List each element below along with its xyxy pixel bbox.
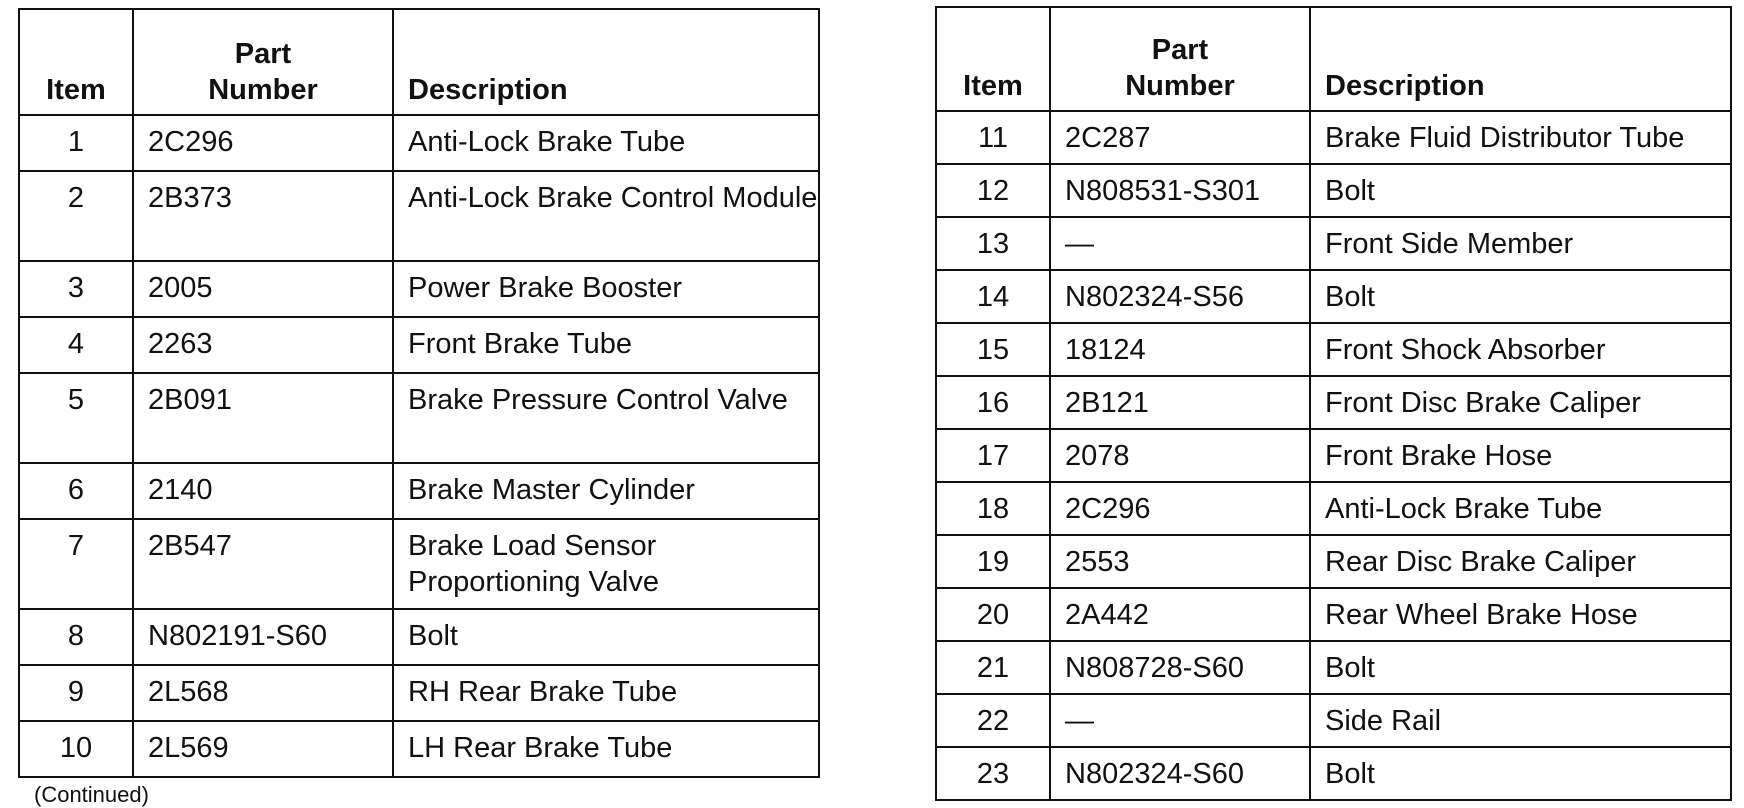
table-row bbox=[19, 373, 819, 463]
table-row bbox=[936, 111, 1731, 164]
table-row bbox=[19, 261, 819, 317]
parts-table-right bbox=[935, 6, 1732, 801]
part-number-cell: 18124 bbox=[1050, 323, 1310, 376]
description-cell: Front Disc Brake Caliper bbox=[1310, 376, 1731, 429]
table-row bbox=[19, 463, 819, 519]
description-cell: Bolt bbox=[1310, 270, 1731, 323]
item-cell: 12 bbox=[936, 164, 1050, 217]
item-cell: 5 bbox=[19, 373, 133, 463]
description-cell: Anti-Lock Brake Tube bbox=[393, 115, 819, 171]
item-cell: 10 bbox=[19, 721, 133, 777]
item-cell: 11 bbox=[936, 111, 1050, 164]
part-number-cell: 2B091 bbox=[133, 373, 393, 463]
description-cell: Power Brake Booster bbox=[393, 261, 819, 317]
item-column-header: Item bbox=[19, 9, 133, 115]
description-cell: Front Brake Hose bbox=[1310, 429, 1731, 482]
item-cell: 22 bbox=[936, 694, 1050, 747]
item-cell: 20 bbox=[936, 588, 1050, 641]
description-cell: Anti-Lock Brake Control Module bbox=[393, 171, 819, 261]
item-cell: 23 bbox=[936, 747, 1050, 800]
table-row bbox=[19, 519, 819, 609]
item-column-header: Item bbox=[936, 7, 1050, 111]
part-number-cell: 2B547 bbox=[133, 519, 393, 609]
table-row bbox=[19, 171, 819, 261]
table-row bbox=[936, 323, 1731, 376]
description-cell: Brake Load Sensor Proportioning Valve bbox=[393, 519, 819, 609]
item-cell: 17 bbox=[936, 429, 1050, 482]
item-cell: 3 bbox=[19, 261, 133, 317]
table-row bbox=[19, 115, 819, 171]
item-cell: 7 bbox=[19, 519, 133, 609]
item-cell: 9 bbox=[19, 665, 133, 721]
part-number-cell: 2005 bbox=[133, 261, 393, 317]
table-body-right bbox=[936, 111, 1731, 800]
table-row bbox=[936, 694, 1731, 747]
part-number-cell: N808531-S301 bbox=[1050, 164, 1310, 217]
item-cell: 15 bbox=[936, 323, 1050, 376]
parts-table-left bbox=[18, 8, 820, 778]
description-cell: Front Side Member bbox=[1310, 217, 1731, 270]
description-cell: Rear Wheel Brake Hose bbox=[1310, 588, 1731, 641]
table-row bbox=[19, 721, 819, 777]
part-number-column-header bbox=[133, 9, 393, 115]
table-row bbox=[936, 641, 1731, 694]
table-row bbox=[936, 217, 1731, 270]
part-number-header-line1: Part bbox=[1151, 34, 1209, 66]
item-cell: 16 bbox=[936, 376, 1050, 429]
part-number-cell: N802324-S60 bbox=[1050, 747, 1310, 800]
part-number-header-line2: Number bbox=[208, 74, 318, 106]
part-number-cell: 2553 bbox=[1050, 535, 1310, 588]
description-cell: RH Rear Brake Tube bbox=[393, 665, 819, 721]
item-cell: 4 bbox=[19, 317, 133, 373]
item-cell: 8 bbox=[19, 609, 133, 665]
description-cell: Front Shock Absorber bbox=[1310, 323, 1731, 376]
continued-note: (Continued) bbox=[34, 782, 149, 807]
description-column-header: Description bbox=[1310, 7, 1731, 111]
part-number-cell: N808728-S60 bbox=[1050, 641, 1310, 694]
part-number-cell: 2C296 bbox=[1050, 482, 1310, 535]
part-number-cell: 2C287 bbox=[1050, 111, 1310, 164]
description-column-header: Description bbox=[393, 9, 819, 115]
part-number-cell: 2263 bbox=[133, 317, 393, 373]
table-row bbox=[936, 376, 1731, 429]
part-number-cell: 2140 bbox=[133, 463, 393, 519]
table-row bbox=[936, 482, 1731, 535]
item-cell: 13 bbox=[936, 217, 1050, 270]
table-row bbox=[19, 665, 819, 721]
item-cell: 14 bbox=[936, 270, 1050, 323]
description-cell: LH Rear Brake Tube bbox=[393, 721, 819, 777]
part-number-cell: 2078 bbox=[1050, 429, 1310, 482]
item-cell: 2 bbox=[19, 171, 133, 261]
table-row bbox=[19, 317, 819, 373]
item-cell: 19 bbox=[936, 535, 1050, 588]
description-cell: Brake Fluid Distributor Tube bbox=[1310, 111, 1731, 164]
part-number-cell: — bbox=[1050, 217, 1310, 270]
part-number-cell: 2L568 bbox=[133, 665, 393, 721]
item-cell: 21 bbox=[936, 641, 1050, 694]
table-row bbox=[936, 164, 1731, 217]
item-cell: 6 bbox=[19, 463, 133, 519]
item-cell: 1 bbox=[19, 115, 133, 171]
table-row bbox=[19, 609, 819, 665]
part-number-cell: 2L569 bbox=[133, 721, 393, 777]
table-header-row bbox=[19, 9, 819, 115]
description-cell: Bolt bbox=[1310, 641, 1731, 694]
description-cell: Brake Pressure Control Valve bbox=[393, 373, 819, 463]
part-number-cell: 2B121 bbox=[1050, 376, 1310, 429]
table-row bbox=[936, 588, 1731, 641]
description-cell: Front Brake Tube bbox=[393, 317, 819, 373]
description-cell: Brake Master Cylinder bbox=[393, 463, 819, 519]
part-number-cell: N802191-S60 bbox=[133, 609, 393, 665]
table-row bbox=[936, 747, 1731, 800]
part-number-header-line2: Number bbox=[1125, 70, 1235, 102]
part-number-cell: 2A442 bbox=[1050, 588, 1310, 641]
table-header-row bbox=[936, 7, 1731, 111]
part-number-column-header bbox=[1050, 7, 1310, 111]
table-row bbox=[936, 429, 1731, 482]
description-cell: Bolt bbox=[393, 609, 819, 665]
part-number-cell: N802324-S56 bbox=[1050, 270, 1310, 323]
part-number-header-line1: Part bbox=[234, 38, 292, 70]
part-number-cell: 2C296 bbox=[133, 115, 393, 171]
table-body-left bbox=[19, 115, 819, 777]
table-row bbox=[936, 270, 1731, 323]
part-number-cell: — bbox=[1050, 694, 1310, 747]
description-cell: Rear Disc Brake Caliper bbox=[1310, 535, 1731, 588]
description-cell: Side Rail bbox=[1310, 694, 1731, 747]
part-number-cell: 2B373 bbox=[133, 171, 393, 261]
description-cell: Anti-Lock Brake Tube bbox=[1310, 482, 1731, 535]
table-row bbox=[936, 535, 1731, 588]
description-cell: Bolt bbox=[1310, 164, 1731, 217]
description-cell: Bolt bbox=[1310, 747, 1731, 800]
item-cell: 18 bbox=[936, 482, 1050, 535]
